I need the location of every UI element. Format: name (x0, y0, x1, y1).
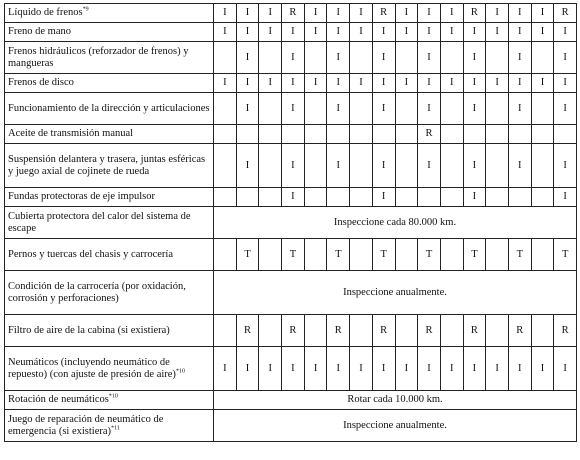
interval-cell: I (372, 347, 395, 391)
interval-cell: I (327, 4, 350, 23)
interval-cell (508, 188, 531, 207)
interval-cell (259, 93, 282, 125)
footnote-ref: *10 (175, 368, 185, 374)
schedule-row (5, 125, 577, 144)
interval-cell (259, 188, 282, 207)
interval-cell (395, 315, 418, 347)
interval-cell (531, 93, 554, 125)
schedule-row (5, 74, 577, 93)
item-cell (5, 391, 214, 410)
interval-cell: I (463, 93, 486, 125)
interval-cell: I (259, 23, 282, 42)
interval-cell: R (282, 4, 305, 23)
interval-cell: I (554, 93, 577, 125)
interval-cell (440, 188, 463, 207)
interval-cell: I (327, 74, 350, 93)
item-label: Cubierta protectora del calor del sistema de escape (8, 211, 191, 234)
interval-cell: T (418, 239, 441, 271)
interval-cell: I (327, 93, 350, 125)
interval-cell (395, 188, 418, 207)
interval-cell (531, 42, 554, 74)
item-cell (5, 144, 214, 188)
interval-cell (440, 125, 463, 144)
interval-cell: I (304, 347, 327, 391)
interval-cell (395, 93, 418, 125)
interval-cell: I (282, 188, 305, 207)
interval-cell: I (531, 23, 554, 42)
interval-cell: I (554, 23, 577, 42)
interval-cell (508, 125, 531, 144)
interval-cell: T (554, 239, 577, 271)
interval-cell (304, 125, 327, 144)
interval-cell (440, 239, 463, 271)
interval-cell (395, 42, 418, 74)
interval-cell: I (304, 74, 327, 93)
schedule-row (5, 144, 577, 188)
interval-cell: I (554, 144, 577, 188)
interval-cell (486, 315, 509, 347)
schedule-row (5, 23, 577, 42)
interval-cell (214, 93, 237, 125)
item-cell (5, 4, 214, 23)
item-cell (5, 125, 214, 144)
item-cell (5, 207, 214, 239)
interval-cell (395, 239, 418, 271)
interval-cell: I (236, 347, 259, 391)
interval-cell (350, 188, 373, 207)
interval-note: Rotar cada 10.000 km. (214, 391, 577, 410)
interval-cell: I (214, 23, 237, 42)
interval-cell: I (236, 93, 259, 125)
interval-cell: I (440, 4, 463, 23)
interval-cell: I (508, 23, 531, 42)
interval-cell (350, 239, 373, 271)
item-label: Pernos y tuercas del chasis y carrocería (8, 248, 174, 260)
interval-cell (486, 125, 509, 144)
interval-cell (554, 125, 577, 144)
interval-cell: R (282, 315, 305, 347)
item-label: Funcionamiento de la dirección y articulaciones (8, 102, 210, 114)
item-label: Freno de mano (8, 26, 71, 38)
interval-cell: I (531, 347, 554, 391)
interval-cell: T (236, 239, 259, 271)
interval-cell: I (486, 74, 509, 93)
interval-cell: R (554, 4, 577, 23)
interval-cell: I (372, 42, 395, 74)
schedule-row (5, 410, 577, 442)
interval-cell: I (463, 188, 486, 207)
interval-cell: T (508, 239, 531, 271)
interval-cell (259, 42, 282, 74)
interval-cell: I (508, 347, 531, 391)
interval-cell: I (350, 4, 373, 23)
interval-cell (304, 239, 327, 271)
interval-cell: I (282, 93, 305, 125)
interval-cell: I (372, 188, 395, 207)
interval-cell: I (395, 23, 418, 42)
interval-cell (259, 315, 282, 347)
interval-cell: I (304, 4, 327, 23)
interval-cell: I (282, 347, 305, 391)
interval-cell: I (463, 347, 486, 391)
interval-cell (486, 42, 509, 74)
interval-cell: I (214, 347, 237, 391)
interval-cell: I (531, 74, 554, 93)
interval-cell (350, 315, 373, 347)
item-label: Frenos hidráulicos (reforzador de frenos) y mangueras (8, 46, 189, 69)
interval-cell (395, 144, 418, 188)
interval-cell: I (372, 144, 395, 188)
interval-cell (282, 125, 305, 144)
interval-cell: I (327, 144, 350, 188)
interval-cell (531, 144, 554, 188)
interval-cell (440, 144, 463, 188)
interval-cell: I (282, 23, 305, 42)
interval-cell: I (327, 23, 350, 42)
item-cell (5, 42, 214, 74)
interval-cell: I (327, 347, 350, 391)
interval-cell: R (372, 315, 395, 347)
schedule-row (5, 347, 577, 391)
interval-cell: R (418, 125, 441, 144)
interval-cell: I (463, 42, 486, 74)
interval-cell (440, 42, 463, 74)
interval-cell (214, 144, 237, 188)
interval-cell: I (372, 23, 395, 42)
interval-cell (304, 188, 327, 207)
interval-cell: I (259, 347, 282, 391)
interval-cell: I (418, 74, 441, 93)
interval-cell (214, 315, 237, 347)
interval-note: Inspeccione anualmente. (214, 271, 577, 315)
schedule-row (5, 188, 577, 207)
interval-cell: I (554, 42, 577, 74)
interval-cell: I (554, 74, 577, 93)
item-cell (5, 23, 214, 42)
interval-cell: R (372, 4, 395, 23)
interval-cell: I (531, 4, 554, 23)
item-cell (5, 74, 214, 93)
interval-cell (350, 125, 373, 144)
interval-cell: I (372, 93, 395, 125)
interval-cell: I (554, 188, 577, 207)
interval-cell: I (418, 4, 441, 23)
interval-cell: I (236, 4, 259, 23)
interval-cell (214, 239, 237, 271)
interval-cell: I (282, 74, 305, 93)
interval-cell: I (236, 74, 259, 93)
schedule-row (5, 4, 577, 23)
interval-cell: I (327, 42, 350, 74)
interval-cell: R (463, 4, 486, 23)
interval-cell (327, 125, 350, 144)
schedule-row (5, 207, 577, 239)
interval-cell: I (259, 4, 282, 23)
interval-cell: R (327, 315, 350, 347)
interval-cell: I (486, 23, 509, 42)
interval-cell: I (508, 42, 531, 74)
interval-cell: I (418, 42, 441, 74)
item-label: Suspensión delantera y trasera, juntas esféricas y juego axial de cojinete de rueda (8, 154, 206, 177)
interval-cell: I (282, 144, 305, 188)
maintenance-schedule-sheet (4, 3, 577, 442)
item-label: Filtro de aire de la cabina (si existiera) (8, 324, 170, 336)
interval-cell: I (508, 144, 531, 188)
interval-cell: I (259, 74, 282, 93)
item-cell (5, 188, 214, 207)
interval-cell (259, 125, 282, 144)
interval-cell: I (418, 347, 441, 391)
interval-cell: I (440, 74, 463, 93)
interval-cell: I (395, 4, 418, 23)
interval-cell: T (463, 239, 486, 271)
interval-cell (259, 239, 282, 271)
schedule-row (5, 315, 577, 347)
interval-cell (531, 125, 554, 144)
item-label: Aceite de transmisión manual (8, 128, 134, 140)
footnote-ref: *11 (111, 425, 120, 431)
interval-cell: I (395, 347, 418, 391)
item-label: Líquido de frenos (8, 7, 83, 19)
item-cell (5, 410, 214, 442)
interval-cell (440, 93, 463, 125)
interval-cell (418, 188, 441, 207)
item-label: Neumáticos (incluyendo neumático de repuesto) (con ajuste de presión de aire) (8, 357, 176, 380)
interval-cell (214, 42, 237, 74)
interval-cell (395, 125, 418, 144)
item-label: Frenos de disco (8, 77, 74, 89)
interval-cell (350, 144, 373, 188)
interval-cell (531, 188, 554, 207)
interval-cell (486, 93, 509, 125)
interval-cell: I (236, 42, 259, 74)
interval-cell: I (350, 347, 373, 391)
interval-cell (486, 188, 509, 207)
interval-cell: I (304, 23, 327, 42)
interval-cell: I (508, 74, 531, 93)
interval-cell: I (463, 144, 486, 188)
interval-cell: I (486, 347, 509, 391)
interval-cell (236, 125, 259, 144)
interval-cell: I (236, 23, 259, 42)
interval-cell (304, 42, 327, 74)
interval-cell: I (236, 144, 259, 188)
item-cell (5, 93, 214, 125)
item-cell (5, 239, 214, 271)
interval-cell: I (554, 347, 577, 391)
footnote-ref: *10 (108, 393, 118, 400)
schedule-row (5, 42, 577, 74)
interval-cell (350, 42, 373, 74)
interval-cell (372, 125, 395, 144)
interval-cell: I (282, 42, 305, 74)
item-cell (5, 315, 214, 347)
item-cell (5, 271, 214, 315)
interval-cell (236, 188, 259, 207)
schedule-row (5, 271, 577, 315)
interval-cell (327, 188, 350, 207)
interval-cell (350, 93, 373, 125)
interval-cell: I (508, 4, 531, 23)
interval-cell: I (372, 74, 395, 93)
interval-cell: R (508, 315, 531, 347)
interval-cell: R (418, 315, 441, 347)
interval-cell (304, 315, 327, 347)
item-label: Condición de la carrocería (por oxidación, corrosión y perforaciones) (8, 281, 186, 304)
schedule-row (5, 93, 577, 125)
interval-cell: R (463, 315, 486, 347)
interval-cell (214, 188, 237, 207)
interval-note: Inspeccione anualmente. (214, 410, 577, 442)
interval-cell: T (282, 239, 305, 271)
interval-note: Inspeccione cada 80.000 km. (214, 207, 577, 239)
interval-cell: T (327, 239, 350, 271)
interval-cell (259, 144, 282, 188)
interval-cell: R (236, 315, 259, 347)
item-label: Fundas protectoras de eje impulsor (8, 191, 155, 203)
item-label: Rotación de neumáticos (8, 394, 109, 406)
maintenance-schedule-table (4, 3, 577, 442)
schedule-row (5, 391, 577, 410)
interval-cell: T (372, 239, 395, 271)
interval-cell (463, 125, 486, 144)
interval-cell: I (508, 93, 531, 125)
interval-cell: I (350, 23, 373, 42)
interval-cell: I (463, 74, 486, 93)
interval-cell: I (440, 23, 463, 42)
interval-cell: I (440, 347, 463, 391)
interval-cell (486, 239, 509, 271)
item-cell (5, 347, 214, 391)
interval-cell (440, 315, 463, 347)
footnote-ref: *9 (82, 6, 89, 13)
interval-cell (304, 93, 327, 125)
interval-cell (304, 144, 327, 188)
interval-cell: I (418, 93, 441, 125)
interval-cell: I (214, 4, 237, 23)
interval-cell: I (350, 74, 373, 93)
interval-cell (214, 125, 237, 144)
interval-cell: I (418, 144, 441, 188)
interval-cell: I (214, 74, 237, 93)
schedule-row (5, 239, 577, 271)
interval-cell (486, 144, 509, 188)
interval-cell: R (554, 315, 577, 347)
interval-cell: I (395, 74, 418, 93)
interval-cell: I (418, 23, 441, 42)
interval-cell: I (463, 23, 486, 42)
interval-cell: I (486, 4, 509, 23)
interval-cell (531, 239, 554, 271)
interval-cell (531, 315, 554, 347)
item-label: Juego de reparación de neumático de emergencia (si existiera) (8, 414, 164, 437)
